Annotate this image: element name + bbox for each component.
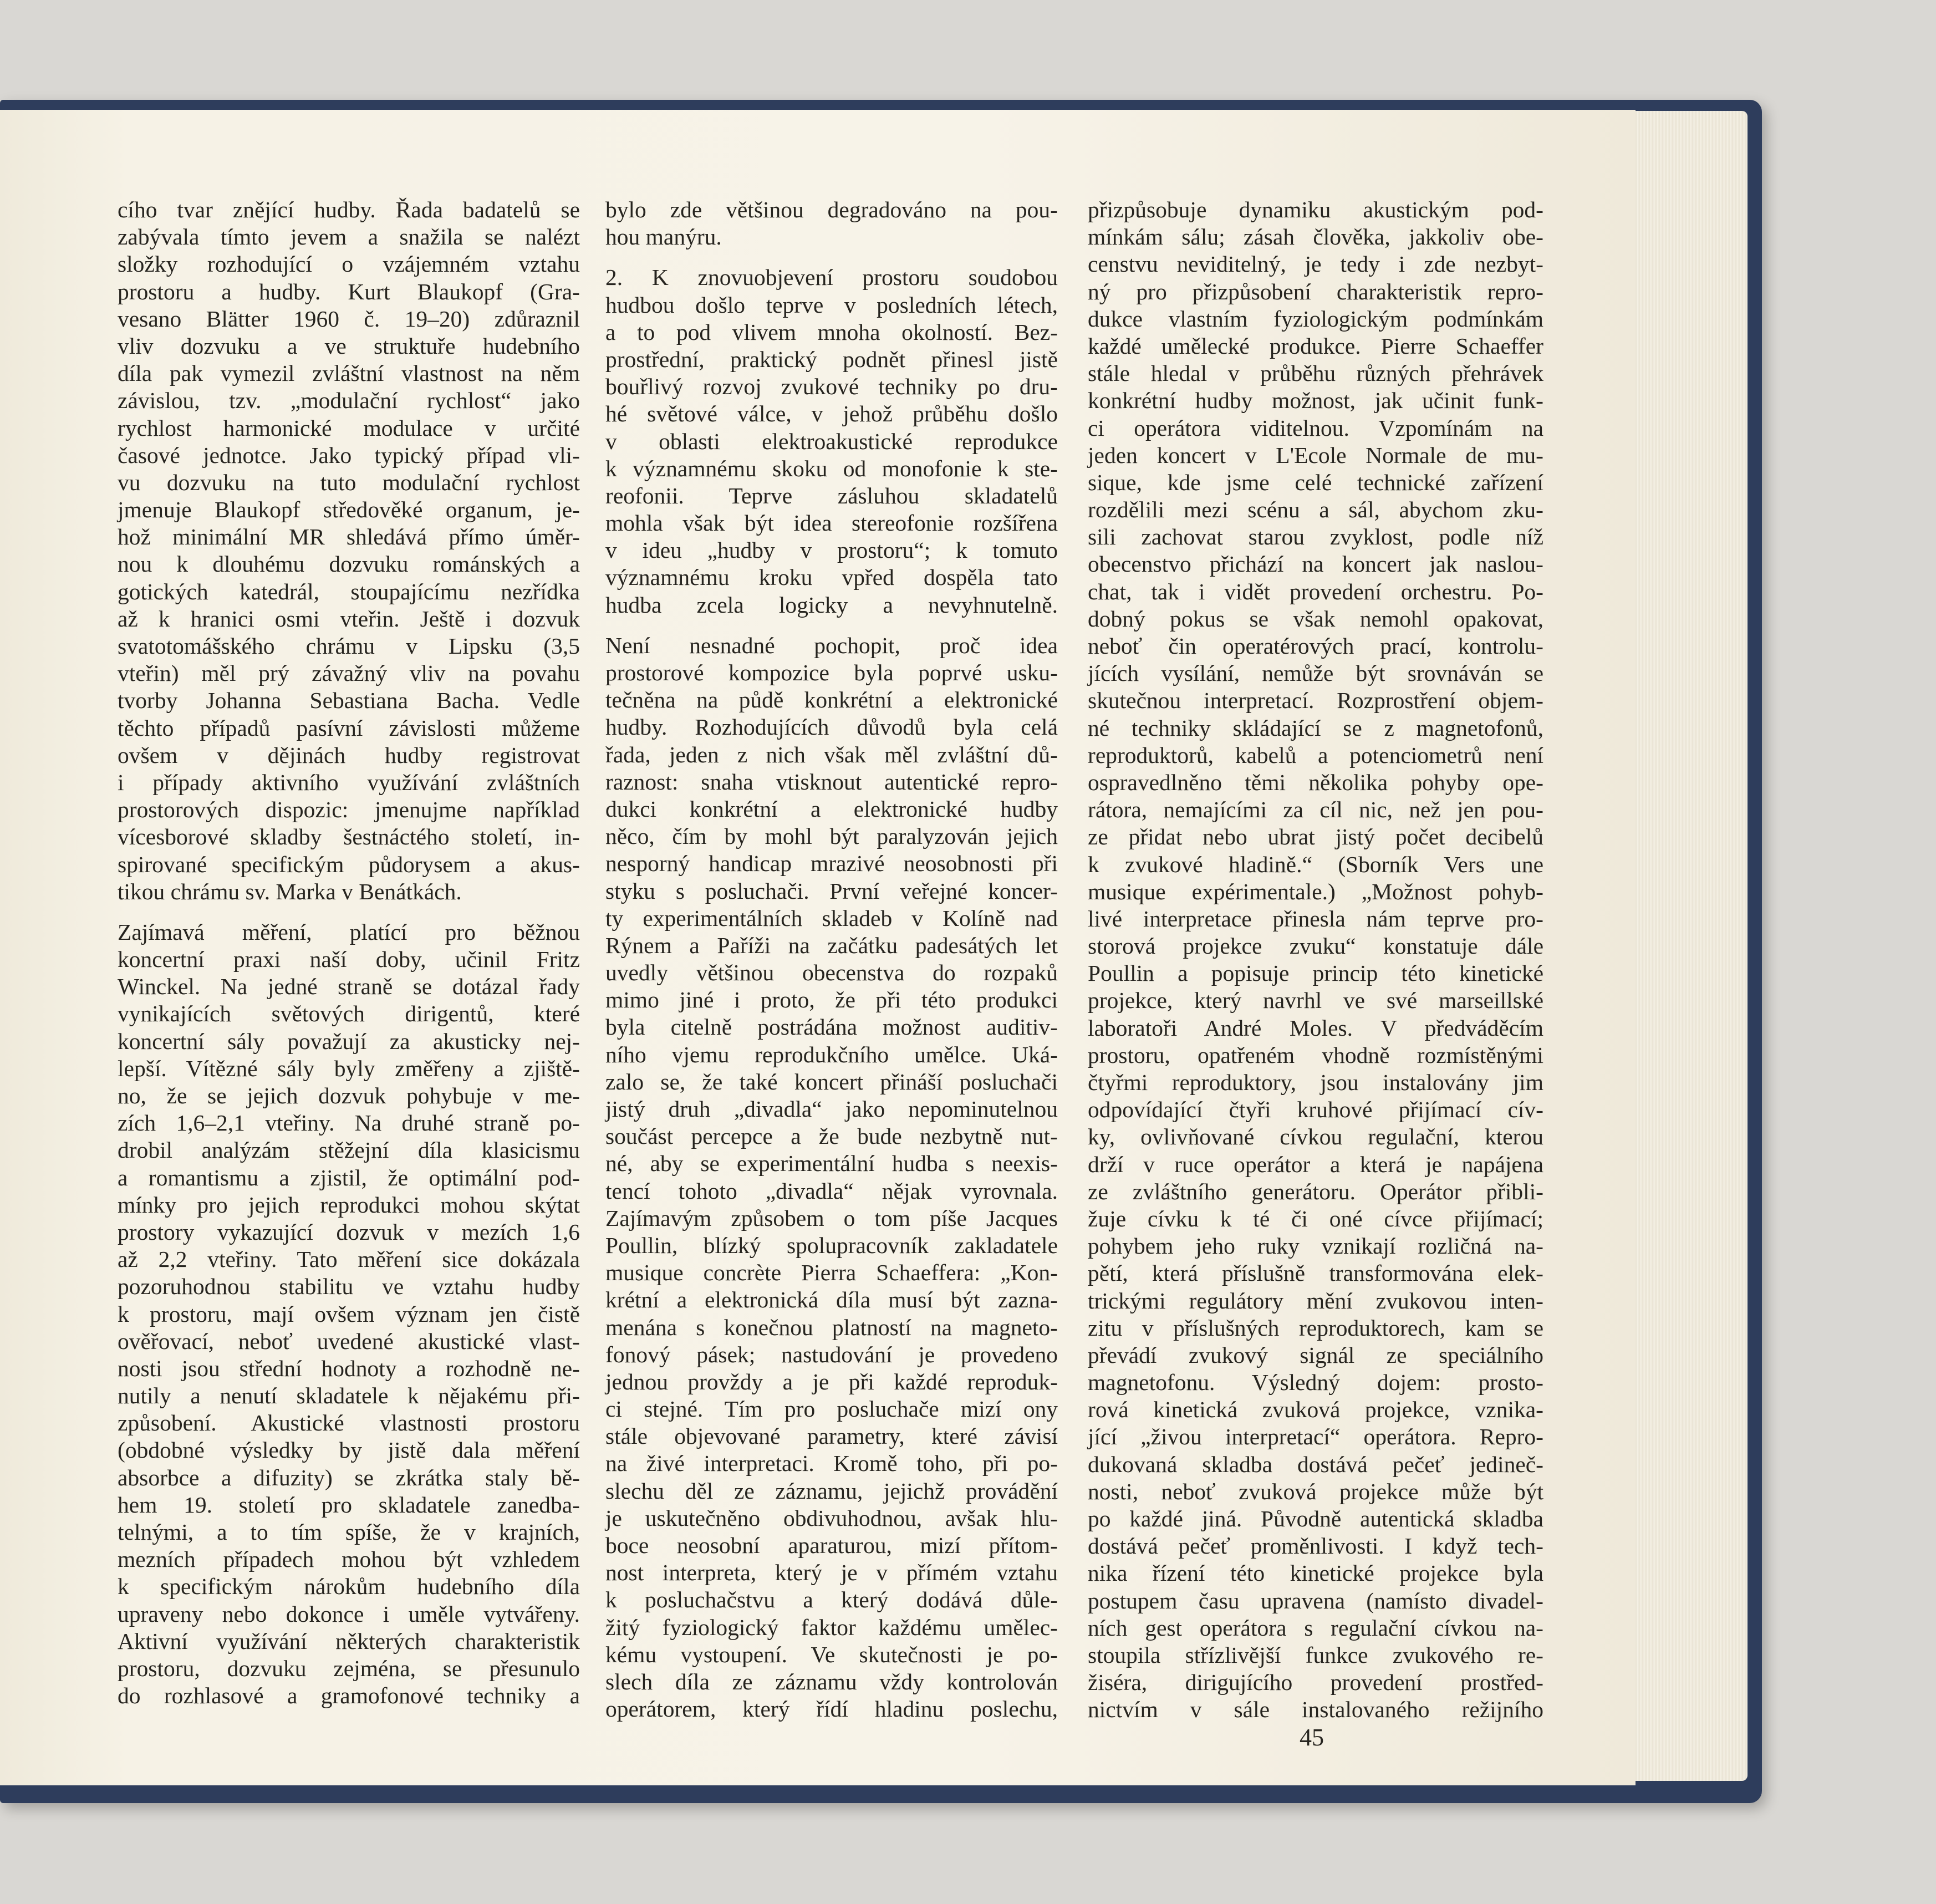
text-line: musique expérimentale.) „Možnost pohyb- (1088, 878, 1543, 904)
text-line: hudba zcela logicky a nevyhnutelně. (605, 592, 1058, 618)
text-line: po každé jiná. Původně autentická skladba (1088, 1506, 1543, 1531)
text-line: a romantismu a zjistil, že optimální pod- (118, 1164, 580, 1190)
text-line: hož minimální MR shledává přímo úměr- (118, 524, 580, 550)
text-line: svatotomášského chrámu v Lipsku (3,5 (118, 633, 580, 659)
text-line: dobný pokus se však nemohl opakovat, (1088, 605, 1543, 632)
text-line: závislou, tzv. „modulační rychlost“ jako (118, 388, 580, 414)
text-line: styku s posluchači. První veřejné koncer- (605, 878, 1058, 904)
text-line: nost interpreta, který je v přímém vztahu (605, 1560, 1058, 1586)
text-line: díla pak vymezil zvláštní vlastnost na něm (118, 360, 580, 386)
text-line: obecenstvo přichází na koncert jak naslou- (1088, 551, 1543, 577)
text-line: chat, tak i vidět provedení orchestru. Po- (1088, 578, 1543, 604)
text-line: i případy aktivního využívání zvláštních (118, 769, 580, 795)
text-line: převádí zvukový signál ze speciálního (1088, 1342, 1543, 1368)
text-line: no, že se jejich dozvuk pohybuje v me- (118, 1083, 580, 1108)
text-line: stoupila střízlivější funkce zvukového re- (1088, 1642, 1543, 1668)
paragraph-gap (605, 619, 1058, 632)
text-line: k zvukové hladině.“ (Sborník Vers une (1088, 851, 1543, 877)
text-line: jednou provždy a je při každé reproduk- (605, 1368, 1058, 1394)
text-line: magnetofonu. Výsledný dojem: prosto- (1088, 1370, 1543, 1396)
text-line: (obdobné výsledky by jistě dala měření (118, 1437, 580, 1463)
text-line: dukce vlastním fyziologickým podmínkám (1088, 306, 1543, 332)
text-line: čtyřmi reproduktory, jsou instalovány jim (1088, 1070, 1543, 1095)
text-line: koncertní sály považují za akusticky nej- (118, 1028, 580, 1054)
text-column-1 (118, 196, 580, 1709)
text-line: hem 19. století pro skladatele zanedba- (118, 1491, 580, 1518)
text-line: krétní a elektronická díla musí být zazna- (605, 1287, 1058, 1313)
text-column-3 (1088, 196, 1543, 1724)
page-edges (1624, 111, 1748, 1781)
text-line: bylo zde většinou degradováno na pou- (605, 197, 1058, 222)
text-line: tencí tohoto „divadla“ nějak vyrovnala. (605, 1178, 1058, 1204)
text-line: způsobení. Akustické vlastnosti prostoru (118, 1410, 580, 1436)
text-line: nika řízení této kinetické projekce byla (1088, 1560, 1543, 1586)
text-line: zitu v příslušných reproduktorech, kam se (1088, 1315, 1543, 1341)
text-line: jící „živou interpretací“ operátora. Repro- (1088, 1424, 1543, 1450)
text-line: žuje cívku k té či oné cívce přijímací; (1088, 1205, 1543, 1231)
paragraph-gap (118, 905, 580, 919)
text-line: rozdělili mezi scénu a sál, abychom zku- (1088, 497, 1543, 523)
text-line: nictvím v sále instalovaného režijního (1088, 1697, 1543, 1723)
text-line: slech díla ze záznamu vždy kontrolován (605, 1668, 1058, 1694)
text-line: do rozhlasové a gramofonové techniky a (118, 1683, 580, 1709)
text-line: ze přidat nebo ubrat jistý počet decibelů (1088, 824, 1543, 850)
text-line: nosti, neboť zvuková projekce může být (1088, 1478, 1543, 1504)
text-line: nosti jsou střední hodnoty a rozhodně ne- (118, 1355, 580, 1381)
text-line: odpovídající čtyři kruhové přijímací cív- (1088, 1097, 1543, 1123)
text-line: mimo jiné i proto, že při této produkci (605, 987, 1058, 1013)
text-line: zích 1,6–2,1 vteřiny. Na druhé straně po- (118, 1110, 580, 1136)
text-column-2 (605, 196, 1058, 1723)
text-line: né, aby se experimentální hudba s neexis- (605, 1150, 1058, 1177)
text-line: Poullin a popisuje princip této kinetické (1088, 960, 1543, 986)
text-line: laboratoři André Moles. V předváděcím (1088, 1015, 1543, 1041)
text-line: jmenuje Blaukopf středověké organum, je- (118, 497, 580, 523)
text-line: mohla však být idea stereofonie rozšířena (605, 510, 1058, 536)
text-line: ný pro přizpůsobení charakteristik repro- (1088, 278, 1543, 304)
text-line: pozoruhodnou stabilitu ve vztahu hudby (118, 1274, 580, 1300)
text-line: vteřin) měl prý závažný vliv na povahu (118, 660, 580, 686)
text-line: slechu děl ze záznamu, jejichž provádění (605, 1478, 1058, 1504)
text-line: prostorových dispozic: jmenujme například (118, 797, 580, 823)
text-line: něco, čím by mohl být paralyzován jejich (605, 823, 1058, 849)
text-line: koncertní praxi naší doby, učinil Fritz (118, 946, 580, 973)
text-line: nou k dlouhému dozvuku románských a (118, 551, 580, 577)
text-line: 2. K znovuobjevení prostoru soudobou (605, 264, 1058, 291)
text-line: nutily a nenutí skladatele k nějakému při- (118, 1383, 580, 1409)
text-line: tečněna na půdě konkrétní a elektronické (605, 687, 1058, 713)
text-line: časové jednotce. Jako typický případ vli- (118, 442, 580, 468)
text-line: vesano Blätter 1960 č. 19–20) zdůraznil (118, 306, 580, 332)
text-line: mezních případech mohou být vzhledem (118, 1546, 580, 1572)
text-line: k prostoru, mají ovšem význam jen čistě (118, 1301, 580, 1327)
text-line: gotických katedrál, stoupajícímu nezřídka (118, 578, 580, 604)
text-line: je uskutečněno obdivuhodnou, avšak hlu- (605, 1505, 1058, 1531)
text-line: Winckel. Na jedné straně se dotázal řady (118, 974, 580, 1000)
text-line: ze zvláštního generátoru. Operátor přibli- (1088, 1178, 1543, 1204)
text-line: ních gest operátora s regulační cívkou na- (1088, 1615, 1543, 1641)
text-line: až k hranici osmi vteřin. Ještě i dozvuk (118, 605, 580, 632)
text-line: hudby. Rozhodujících důvodů byla celá (605, 714, 1058, 740)
text-line: absorbce a difuzity) se zkrátka staly bě- (118, 1464, 580, 1490)
text-line: Zajímavým způsobem o tom píše Jacques (605, 1205, 1058, 1231)
text-line: operátorem, který řídí hladinu poslechu, (605, 1696, 1058, 1722)
text-line: ovšem v dějinách hudby registrovat (118, 742, 580, 768)
text-line: k posluchačstvu a který dodává důle- (605, 1587, 1058, 1613)
text-line: boce neosobní aparaturou, mizí přítom- (605, 1533, 1058, 1558)
text-line: spirované specifickým půdorysem a akus- (118, 851, 580, 877)
text-line: významnému kroku vpřed dospěla tato (605, 564, 1058, 590)
page-number: 45 (1300, 1724, 1324, 1751)
text-line: ky, ovlivňované cívkou regulační, kterou (1088, 1124, 1543, 1150)
text-line: projekce, který navrhl ve své marseillské (1088, 987, 1543, 1014)
text-line: Poullin, blízký spolupracovník zakladatele (605, 1232, 1058, 1258)
text-line: konkrétní hudby možnost, jak učinit funk- (1088, 388, 1543, 414)
text-line: a to pod vlivem mnoha okolností. Bez- (605, 319, 1058, 345)
text-line: na živé interpretaci. Kromě toho, při po- (605, 1450, 1058, 1477)
text-line: každé umělecké produkce. Pierre Schaeffer (1088, 333, 1543, 359)
text-line: prostory vykazující dozvuk v mezích 1,6 (118, 1219, 580, 1245)
text-line: ověřovací, neboť uvedené akustické vlast- (118, 1328, 580, 1354)
text-line: storová projekce zvuku“ konstatuje dále (1088, 933, 1543, 959)
text-line: Není nesnadné pochopit, proč idea (605, 632, 1058, 658)
text-line: stále objevované parametry, které závisí (605, 1423, 1058, 1449)
text-line: neboť čin operatérových prací, kontrolu- (1088, 633, 1543, 659)
text-line: hudbou došlo teprve v posledních létech, (605, 292, 1058, 318)
text-line: Zajímavá měření, platící pro běžnou (118, 919, 580, 945)
text-line: lepší. Vítězné sály byly změřeny a zjiště- (118, 1055, 580, 1081)
text-line: ospravedlněno těmi několika pohyby ope- (1088, 769, 1543, 795)
text-line: trickými regulátory mění zvukovou inten- (1088, 1287, 1543, 1314)
text-line: skutečnou interpretací. Rozprostření objem- (1088, 688, 1543, 714)
text-line: ci stejné. Tím pro posluchače mizí ony (605, 1396, 1058, 1422)
text-line: zalo se, že také koncert přináší posluchači (605, 1068, 1058, 1094)
text-line: řada, jeden z nich však měl zvláštní dů- (605, 741, 1058, 767)
text-line: ci operátora viditelnou. Vzpomínám na (1088, 415, 1543, 441)
text-line: Rýnem a Paříži na začátku padesátých let (605, 932, 1058, 958)
text-line: uvedly většinou obecenstva do rozpaků (605, 960, 1058, 986)
paragraph-gap (605, 251, 1058, 264)
text-line: hé světové válce, v jehož průběhu došlo (605, 401, 1058, 427)
text-line: hou manýru. (605, 224, 722, 250)
text-line: jeden koncert v L'Ecole Normale de mu- (1088, 442, 1543, 468)
text-line: vliv dozvuku a ve struktuře hudebního (118, 333, 580, 359)
text-line: telnými, a to tím spíše, že v krajních, (118, 1519, 580, 1545)
text-line: složky rozhodující o vzájemném vztahu (118, 251, 580, 277)
text-line: sili zachovat starou zvyklost, podle níž (1088, 524, 1543, 550)
text-line: pětí, která příslušně transformována elek- (1088, 1260, 1543, 1286)
text-line: mínky pro jejich reprodukci mohou skýtat (118, 1192, 580, 1218)
text-line: mínkám sálu; zásah člověka, jakkoliv obe- (1088, 224, 1543, 250)
text-line: žiséra, dirigujícího provedení prostřed- (1088, 1669, 1543, 1696)
text-line: prostorové kompozice byla poprvé usku- (605, 660, 1058, 685)
text-line: raznost: snaha vtisknout autentické repro- (605, 768, 1058, 795)
text-line: přizpůsobuje dynamiku akustickým pod- (1088, 197, 1543, 222)
text-line: fonový pásek; nastudování je provedeno (605, 1341, 1058, 1367)
text-line: tvorby Johanna Sebastiana Bacha. Vedle (118, 688, 580, 714)
text-line: cího tvar znějící hudby. Řada badatelů se (118, 197, 580, 222)
text-line: ního vjemu reprodukčního umělce. Uká- (605, 1041, 1058, 1067)
text-line: v ideu „hudby v prostoru“; k tomuto (605, 537, 1058, 563)
text-line: dukci konkrétní a elektronické hudby (605, 796, 1058, 822)
text-line: bouřlivý rozvoj zvukové techniky po dru- (605, 374, 1058, 400)
text-line: vynikajících světových dirigentů, které (118, 1001, 580, 1027)
text-line: až 2,2 vteřiny. Tato měření sice dokázala (118, 1246, 580, 1272)
text-line: tikou chrámu sv. Marka v Benátkách. (118, 878, 462, 904)
text-line: prostřední, praktický podnět přinesl jistě (605, 346, 1058, 372)
text-line: né techniky skládající se z magnetofonů, (1088, 715, 1543, 741)
text-line: dukovaná skladba dostává pečeť jedineč- (1088, 1451, 1543, 1477)
text-line: pohybem jeho ruky vznikají rozličná na- (1088, 1233, 1543, 1259)
text-line: prostoru, opatřeném vhodně rozmístěnými (1088, 1042, 1543, 1068)
text-line: vícesborové skladby šestnáctého století, in- (118, 824, 580, 850)
text-line: rátora, nemajícími za cíl nic, než jen pou- (1088, 797, 1543, 823)
text-line: postupem času upravena (namísto divadel- (1088, 1587, 1543, 1613)
text-line: rová kinetická zvuková projekce, vznika- (1088, 1397, 1543, 1423)
text-line: dostává pečeť proměnlivosti. I když tech- (1088, 1533, 1543, 1559)
text-line: v oblasti elektroakustické reprodukce (605, 428, 1058, 454)
text-line: jících vysílání, nemůže být srovnáván se (1088, 660, 1543, 686)
text-line: sique, kde jsme celé technické zařízení (1088, 469, 1543, 495)
text-line: rychlost harmonické modulace v určité (118, 415, 580, 441)
text-line: součást percepce a že bude nezbytně nut- (605, 1123, 1058, 1149)
text-line: prostoru, dozvuku zejména, se přesunulo (118, 1655, 580, 1681)
text-line: těchto případů pasívní závislosti můžeme (118, 715, 580, 741)
text-line: menána s konečnou platností na magneto- (605, 1314, 1058, 1340)
text-line: stále hledal v průběhu různých přehrávek (1088, 360, 1543, 386)
text-line: byla citelně postrádána možnost auditiv- (605, 1014, 1058, 1040)
text-line: jistý druh „divadla“ jako nepominutelnou (605, 1096, 1058, 1122)
text-line: žitý fyziologický faktor každému umělec- (605, 1614, 1058, 1640)
text-line: k specifickým nárokům hudebního díla (118, 1574, 580, 1600)
text-line: ty experimentálních skladeb v Kolíně nad (605, 905, 1058, 931)
text-line: musique concrète Pierra Schaeffera: „Kon- (605, 1260, 1058, 1286)
text-line: vu dozvuku na tuto modulační rychlost (118, 469, 580, 495)
text-line: nesporný handicap mrazivé neosobnosti při (605, 851, 1058, 877)
text-line: zabývala tímto jevem a snažila se nalézt (118, 224, 580, 250)
text-line: reofonii. Teprve zásluhou skladatelů (605, 482, 1058, 508)
text-line: censtvu neviditelný, je tedy i zde nezbyt- (1088, 251, 1543, 277)
text-line: k významnému skoku od monofonie k ste- (605, 455, 1058, 481)
text-line: reproduktorů, kabelů a potenciometrů není (1088, 742, 1543, 768)
text-line: Aktivní využívání některých charakteristik (118, 1628, 580, 1654)
text-line: drží v ruce operátor a která je napájena (1088, 1151, 1543, 1177)
text-line: prostoru a hudby. Kurt Blaukopf (Gra- (118, 278, 580, 304)
text-line: upraveny nebo dokonce i uměle vytvářeny. (118, 1601, 580, 1627)
text-line: livé interpretace přinesla nám teprve pro- (1088, 905, 1543, 931)
text-line: kému vystoupení. Ve skutečnosti je po- (605, 1641, 1058, 1667)
text-line: drobil analýzám stěžejní díla klasicismu (118, 1137, 580, 1163)
